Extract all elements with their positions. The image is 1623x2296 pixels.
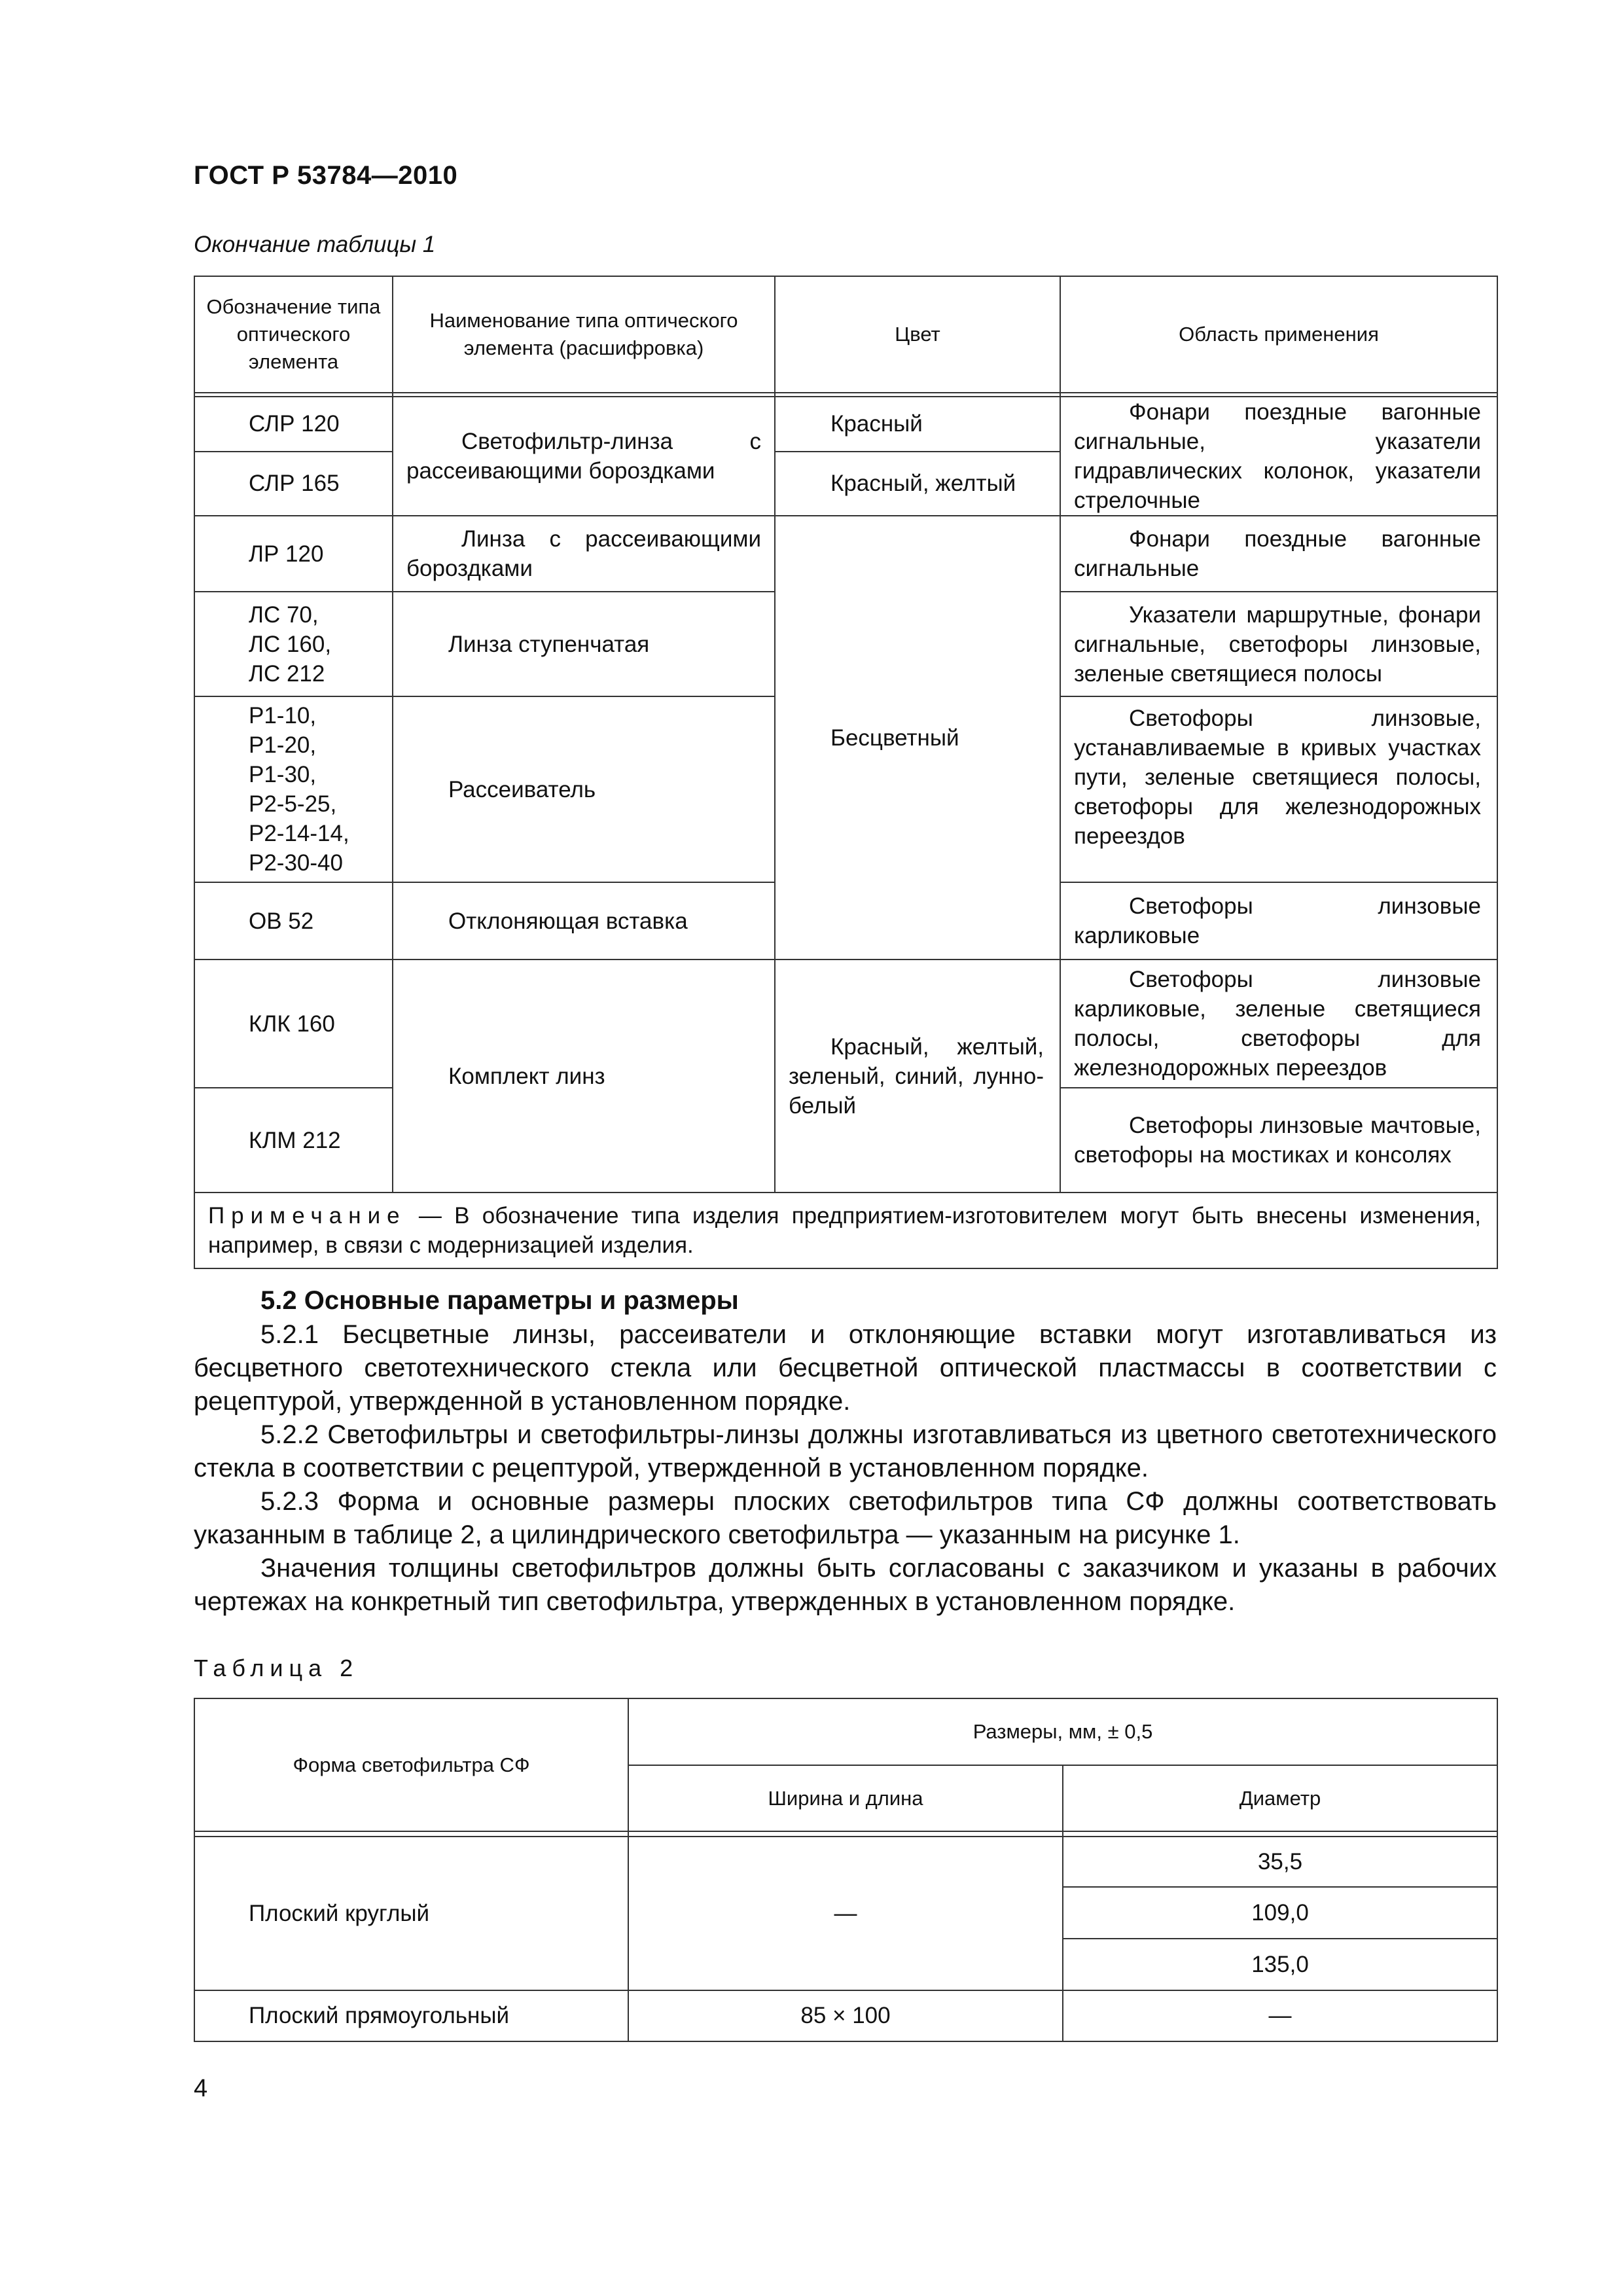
cell-area (1060, 516, 1497, 592)
cell-code: КЛМ 212 (194, 1088, 393, 1193)
cell-name: Линза ступенчатая (393, 592, 775, 696)
section-body (194, 1318, 1497, 1619)
code-line: Р2-5-25, (249, 791, 337, 817)
cell-area-text: Светофоры линзовые мачтовые, светофоры на мостиках и консолях (1074, 1113, 1481, 1168)
cell-area (1060, 960, 1497, 1088)
cell-area (1060, 592, 1497, 696)
table2 (194, 1698, 1498, 2042)
table-row (194, 397, 1497, 452)
cell-shape: Плоский прямоугольный (194, 1990, 628, 2041)
paragraph: 5.2.2 Светофильтры и светофильтры-линзы должны изготавливаться из цветного светотехнического стекла в соответствии с рецептурой, утвержденной в установленном порядке. (194, 1420, 1497, 1482)
cell-name (393, 516, 775, 592)
table-row (194, 516, 1497, 592)
cell-code (194, 592, 393, 696)
cell-area (1060, 882, 1497, 960)
cell-name: Комплект линз (393, 960, 775, 1193)
code-line: Р2-30-40 (249, 850, 343, 876)
table1-header-row (194, 276, 1497, 393)
code-line: Р1-20, (249, 732, 317, 758)
table-note-row (194, 1193, 1497, 1268)
cell-name-text: Светофильтр-линза с рассеивающими бороздками (406, 429, 761, 484)
cell-name: Рассеиватель (393, 696, 775, 882)
cell-area-text: Фонари поездные вагонные сигнальные (1074, 526, 1481, 581)
header-shape: Форма светофильтра СФ (194, 1698, 628, 1831)
code-line: ЛС 212 (249, 660, 325, 687)
header-sizes: Размеры, мм, ± 0,5 (628, 1698, 1497, 1765)
cell-color-text: Красный, желтый, зеленый, синий, лунно-белый (789, 1033, 1044, 1119)
code-line: ЛС 70, (249, 601, 319, 628)
cell-color (775, 960, 1060, 1193)
cell-color: Красный, желтый (775, 452, 1060, 516)
cell-area-text: Светофоры линзовые карликовые, зеленые светящиеся полосы, светофоры для железнодорожных переездов (1074, 967, 1481, 1081)
cell-width-length: — (628, 1837, 1063, 1990)
cell-area (1060, 696, 1497, 882)
table1 (194, 276, 1498, 1269)
cell-area-text: Указатели маршрутные, фонари сигнальные, светофоры линзовые, зеленые светящиеся полосы (1074, 601, 1481, 687)
cell-width-length: 85 × 100 (628, 1990, 1063, 2041)
cell-area-text: Фонари поездные вагонные сигнальные, указатели гидравлических колонок, указатели стрелочные (1074, 399, 1481, 513)
cell-diameter: — (1063, 1990, 1497, 2041)
cell-code: ОВ 52 (194, 882, 393, 960)
cell-name (393, 397, 775, 516)
cell-code: ЛР 120 (194, 516, 393, 592)
cell-diameter: 35,5 (1063, 1837, 1497, 1887)
header-code: Обозначение типа оптического элемента (194, 276, 393, 393)
header-color: Цвет (775, 276, 1060, 393)
cell-color: Бесцветный (775, 516, 1060, 960)
header-name: Наименование типа оптического элемента (расшифровка) (393, 276, 775, 393)
paragraph: 5.2.1 Бесцветные линзы, рассеиватели и отклоняющие вставки могут изготавливаться из бесцветного светотехнического стекла или бесцветной оптической пластмассы в соответствии с рецептурой, утвержденной в установленном порядке. (194, 1320, 1497, 1416)
table-row (194, 1837, 1497, 1887)
table-row (194, 1990, 1497, 2041)
code-line: Р2-14-14, (249, 821, 349, 846)
cell-name: Отклоняющая вставка (393, 882, 775, 960)
cell-area-text: Светофоры линзовые, устанавливаемые в кривых участках пути, зеленые светящиеся полосы, светофоры для железнодорожных переездов (1074, 706, 1481, 849)
paragraph: 5.2.3 Форма и основные размеры плоских светофильтров типа СФ должны соответствовать указанным в таблице 2, а цилиндрического светофильтра — указанным на рисунке 1. (194, 1487, 1497, 1549)
cell-name-text: Линза с рассеивающими бороздками (406, 526, 761, 581)
table-note (194, 1193, 1497, 1268)
cell-code (194, 696, 393, 882)
cell-code: КЛК 160 (194, 960, 393, 1088)
cell-area (1060, 1088, 1497, 1193)
cell-color: Красный (775, 397, 1060, 452)
table-row (194, 960, 1497, 1088)
section-title: 5.2 Основные параметры и размеры (260, 1286, 739, 1315)
note-text: — В обозначение типа изделия предприятием-изготовителем могут быть внесены изменения, например, в связи с модернизацией изделия. (208, 1203, 1481, 1258)
cell-area-text: Светофоры линзовые карликовые (1074, 893, 1481, 948)
cell-diameter: 109,0 (1063, 1887, 1497, 1939)
cell-diameter: 135,0 (1063, 1939, 1497, 1990)
table1-caption: Окончание таблицы 1 (194, 232, 436, 257)
page-number: 4 (194, 2075, 208, 2102)
code-line: Р1-30, (249, 762, 317, 787)
code-line: ЛС 160, (249, 631, 332, 657)
paragraph: Значения толщины светофильтров должны быть согласованы с заказчиком и указаны в рабочих чертежах на конкретный тип светофильтра, утвержденных в установленном порядке. (194, 1554, 1497, 1616)
header-diameter: Диаметр (1063, 1765, 1497, 1831)
cell-area (1060, 397, 1497, 516)
code-line: Р1-10, (249, 703, 317, 728)
header-width-length: Ширина и длина (628, 1765, 1063, 1831)
document-header: ГОСТ Р 53784—2010 (194, 161, 458, 190)
cell-code: СЛР 165 (194, 452, 393, 516)
note-label: Примечание (208, 1203, 406, 1229)
cell-code: СЛР 120 (194, 397, 393, 452)
table2-caption: Таблица 2 (194, 1655, 359, 1681)
header-area: Область применения (1060, 276, 1497, 393)
cell-shape: Плоский круглый (194, 1837, 628, 1990)
